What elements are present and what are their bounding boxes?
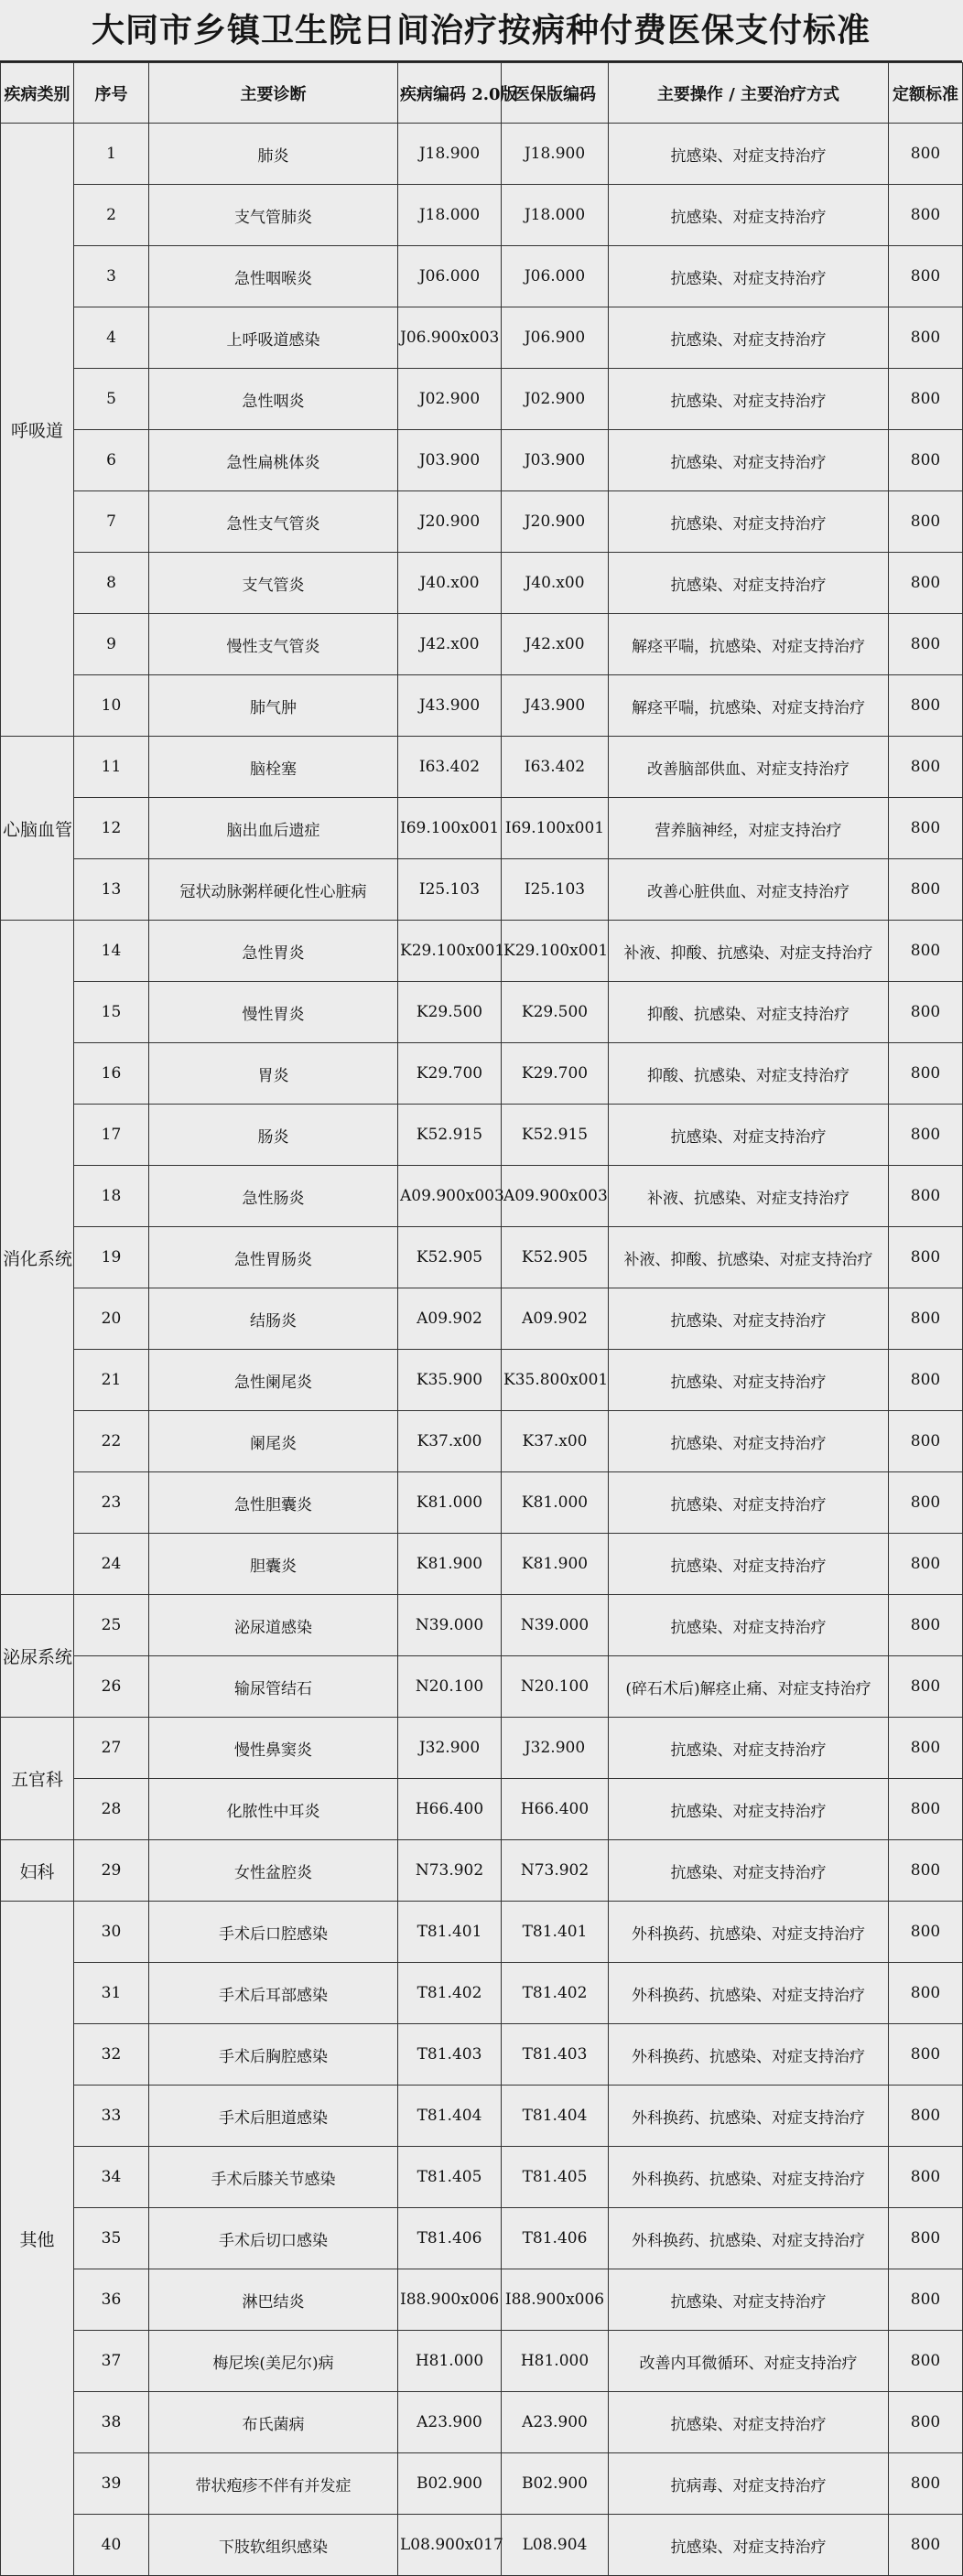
quota-cell: 800 [889,982,963,1043]
treatment-cell: 抑酸、抗感染、对症支持治疗 [609,1043,889,1105]
table-row [1,798,963,859]
diagnosis-cell: 急性支气管炎 [149,491,398,553]
code-insurance-cell: I69.100x001 [502,798,609,859]
treatment-cell: 抗感染、对症支持治疗 [609,1288,889,1350]
table-row [1,2269,963,2331]
table-row [1,859,963,921]
treatment-cell: 抗感染、对症支持治疗 [609,1350,889,1411]
seq-cell: 27 [74,1718,149,1779]
treatment-cell: 抗感染、对症支持治疗 [609,1840,889,1902]
code-v2-cell: J06.900x003 [398,307,502,369]
quota-cell: 800 [889,124,963,185]
code-v2-cell: K29.700 [398,1043,502,1105]
diagnosis-cell: 急性胃肠炎 [149,1227,398,1288]
diagnosis-cell: 淋巴结炎 [149,2269,398,2331]
header-seq: 序号 [74,63,149,124]
code-insurance-cell: J18.000 [502,185,609,246]
code-v2-cell: I69.100x001 [398,798,502,859]
quota-cell: 800 [889,1043,963,1105]
code-insurance-cell: K37.x00 [502,1411,609,1472]
code-insurance-cell: T81.401 [502,1902,609,1963]
treatment-cell: 改善内耳微循环、对症支持治疗 [609,2331,889,2392]
treatment-cell: 外科换药、抗感染、对症支持治疗 [609,2208,889,2269]
table-row [1,124,963,185]
code-insurance-cell: K52.905 [502,1227,609,1288]
quota-cell: 800 [889,307,963,369]
diagnosis-cell: 肺气肿 [149,675,398,737]
treatment-cell: 抗感染、对症支持治疗 [609,430,889,491]
code-v2-cell: H66.400 [398,1779,502,1840]
quota-cell: 800 [889,1718,963,1779]
table-row [1,430,963,491]
diagnosis-cell: 胃炎 [149,1043,398,1105]
category-cell: 呼吸道 [1,124,74,737]
quota-cell: 800 [889,1779,963,1840]
code-insurance-cell: I63.402 [502,737,609,798]
quota-cell: 800 [889,1411,963,1472]
table-row [1,921,963,982]
quota-cell: 800 [889,2331,963,2392]
code-v2-cell: J06.000 [398,246,502,307]
table-row [1,1166,963,1227]
seq-cell: 10 [74,675,149,737]
treatment-cell: 抗感染、对症支持治疗 [609,1595,889,1656]
diagnosis-cell: 脑出血后遗症 [149,798,398,859]
quota-cell: 800 [889,675,963,737]
diagnosis-cell: 慢性支气管炎 [149,614,398,675]
seq-cell: 25 [74,1595,149,1656]
code-insurance-cell: N73.902 [502,1840,609,1902]
code-v2-cell: H81.000 [398,2331,502,2392]
code-v2-cell: K37.x00 [398,1411,502,1472]
code-v2-cell: N73.902 [398,1840,502,1902]
code-v2-cell: J03.900 [398,430,502,491]
seq-cell: 13 [74,859,149,921]
code-v2-cell: I25.103 [398,859,502,921]
category-cell: 心脑血管 [1,737,74,921]
code-insurance-cell: I25.103 [502,859,609,921]
header-code-insurance: 医保版编码 [502,63,609,124]
code-insurance-cell: J32.900 [502,1718,609,1779]
code-v2-cell: J20.900 [398,491,502,553]
diagnosis-cell: 梅尼埃(美尼尔)病 [149,2331,398,2392]
code-v2-cell: K52.915 [398,1105,502,1166]
table-row [1,2208,963,2269]
table-row [1,307,963,369]
quota-cell: 800 [889,2208,963,2269]
treatment-cell: 解痉平喘，抗感染、对症支持治疗 [609,614,889,675]
code-insurance-cell: T81.404 [502,2086,609,2147]
treatment-cell: 抗感染、对症支持治疗 [609,1411,889,1472]
treatment-cell: 抗感染、对症支持治疗 [609,2269,889,2331]
treatment-cell: 外科换药、抗感染、对症支持治疗 [609,1902,889,1963]
table-row [1,2392,963,2453]
quota-cell: 800 [889,1227,963,1288]
treatment-cell: 抗感染、对症支持治疗 [609,2392,889,2453]
code-v2-cell: J32.900 [398,1718,502,1779]
treatment-cell: 改善脑部供血、对症支持治疗 [609,737,889,798]
table-row [1,1902,963,1963]
code-v2-cell: J42.x00 [398,614,502,675]
category-cell: 五官科 [1,1718,74,1840]
table-row [1,1534,963,1595]
quota-cell: 800 [889,614,963,675]
seq-cell: 23 [74,1472,149,1534]
diagnosis-cell: 下肢软组织感染 [149,2515,398,2576]
table-row [1,1288,963,1350]
table-row [1,1350,963,1411]
code-v2-cell: K29.100x001 [398,921,502,982]
diagnosis-cell: 肺炎 [149,124,398,185]
code-insurance-cell: J06.000 [502,246,609,307]
category-cell: 其他 [1,1902,74,2576]
seq-cell: 37 [74,2331,149,2392]
diagnosis-cell: 急性咽喉炎 [149,246,398,307]
table-row [1,1963,963,2024]
seq-cell: 18 [74,1166,149,1227]
treatment-cell: 营养脑神经，对症支持治疗 [609,798,889,859]
diagnosis-cell: 慢性鼻窦炎 [149,1718,398,1779]
seq-cell: 36 [74,2269,149,2331]
code-v2-cell: J40.x00 [398,553,502,614]
page-title: 大同市乡镇卫生院日间治疗按病种付费医保支付标准 [0,0,962,62]
code-v2-cell: T81.405 [398,2147,502,2208]
table-row [1,675,963,737]
treatment-cell: 外科换药、抗感染、对症支持治疗 [609,2086,889,2147]
quota-cell: 800 [889,798,963,859]
seq-cell: 19 [74,1227,149,1288]
header-category: 疾病类别 [1,63,74,124]
quota-cell: 800 [889,2392,963,2453]
diagnosis-cell: 手术后耳部感染 [149,1963,398,2024]
code-insurance-cell: K29.500 [502,982,609,1043]
treatment-cell: 改善心脏供血、对症支持治疗 [609,859,889,921]
diagnosis-cell: 手术后胸腔感染 [149,2024,398,2086]
table-row [1,1656,963,1718]
table-row [1,1105,963,1166]
diagnosis-cell: 胆囊炎 [149,1534,398,1595]
code-v2-cell: K35.900 [398,1350,502,1411]
code-insurance-cell: H81.000 [502,2331,609,2392]
diagnosis-cell: 支气管肺炎 [149,185,398,246]
table-row [1,2515,963,2576]
diagnosis-cell: 慢性胃炎 [149,982,398,1043]
quota-cell: 800 [889,2024,963,2086]
treatment-cell: 抑酸、抗感染、对症支持治疗 [609,982,889,1043]
treatment-cell: 外科换药、抗感染、对症支持治疗 [609,1963,889,2024]
code-insurance-cell: L08.904 [502,2515,609,2576]
table-row [1,491,963,553]
code-v2-cell: K81.900 [398,1534,502,1595]
code-v2-cell: N39.000 [398,1595,502,1656]
code-v2-cell: I88.900x006 [398,2269,502,2331]
seq-cell: 38 [74,2392,149,2453]
diagnosis-cell: 手术后切口感染 [149,2208,398,2269]
quota-cell: 800 [889,430,963,491]
treatment-cell: 外科换药、抗感染、对症支持治疗 [609,2147,889,2208]
quota-cell: 800 [889,1534,963,1595]
diagnosis-cell: 输尿管结石 [149,1656,398,1718]
seq-cell: 28 [74,1779,149,1840]
code-insurance-cell: T81.402 [502,1963,609,2024]
treatment-cell: 抗感染、对症支持治疗 [609,491,889,553]
code-v2-cell: J43.900 [398,675,502,737]
code-insurance-cell: N20.100 [502,1656,609,1718]
treatment-cell: 抗感染、对症支持治疗 [609,1779,889,1840]
code-insurance-cell: J18.900 [502,124,609,185]
treatment-cell: 抗病毒、对症支持治疗 [609,2453,889,2515]
quota-cell: 800 [889,2515,963,2576]
quota-cell: 800 [889,921,963,982]
seq-cell: 4 [74,307,149,369]
table-row [1,1043,963,1105]
diagnosis-cell: 支气管炎 [149,553,398,614]
header-treatment: 主要操作 / 主要治疗方式 [609,63,889,124]
seq-cell: 9 [74,614,149,675]
seq-cell: 34 [74,2147,149,2208]
quota-cell: 800 [889,1963,963,2024]
seq-cell: 26 [74,1656,149,1718]
seq-cell: 39 [74,2453,149,2515]
table-row [1,1718,963,1779]
code-insurance-cell: T81.403 [502,2024,609,2086]
seq-cell: 20 [74,1288,149,1350]
code-v2-cell: I63.402 [398,737,502,798]
diagnosis-cell: 急性胃炎 [149,921,398,982]
treatment-cell: 抗感染、对症支持治疗 [609,124,889,185]
code-insurance-cell: J42.x00 [502,614,609,675]
code-v2-cell: T81.404 [398,2086,502,2147]
table-row [1,982,963,1043]
code-insurance-cell: K35.800x001 [502,1350,609,1411]
code-insurance-cell: J43.900 [502,675,609,737]
diagnosis-cell: 手术后胆道感染 [149,2086,398,2147]
treatment-cell: 抗感染、对症支持治疗 [609,1105,889,1166]
table-row [1,737,963,798]
treatment-cell: 抗感染、对症支持治疗 [609,369,889,430]
quota-cell: 800 [889,1595,963,1656]
diagnosis-cell: 肠炎 [149,1105,398,1166]
treatment-cell: 抗感染、对症支持治疗 [609,1534,889,1595]
code-insurance-cell: J40.x00 [502,553,609,614]
diagnosis-cell: 急性肠炎 [149,1166,398,1227]
quota-cell: 800 [889,1472,963,1534]
seq-cell: 31 [74,1963,149,2024]
table-row [1,1779,963,1840]
code-v2-cell: N20.100 [398,1656,502,1718]
table-row [1,2453,963,2515]
code-insurance-cell: K81.900 [502,1534,609,1595]
header-diagnosis: 主要诊断 [149,63,398,124]
seq-cell: 11 [74,737,149,798]
table-row [1,614,963,675]
code-v2-cell: J18.000 [398,185,502,246]
code-insurance-cell: K81.000 [502,1472,609,1534]
diagnosis-cell: 阑尾炎 [149,1411,398,1472]
treatment-cell: 解痉平喘，抗感染、对症支持治疗 [609,675,889,737]
treatment-cell: 补液、抑酸、抗感染、对症支持治疗 [609,921,889,982]
payment-standard-table [0,62,963,2576]
quota-cell: 800 [889,1288,963,1350]
table-row [1,246,963,307]
code-v2-cell: T81.402 [398,1963,502,2024]
quota-cell: 800 [889,859,963,921]
quota-cell: 800 [889,1350,963,1411]
table-header-row [1,63,963,124]
diagnosis-cell: 急性胆囊炎 [149,1472,398,1534]
seq-cell: 30 [74,1902,149,1963]
category-cell: 消化系统 [1,921,74,1595]
code-v2-cell: K29.500 [398,982,502,1043]
category-cell: 妇科 [1,1840,74,1902]
table-row [1,2147,963,2208]
treatment-cell: 抗感染、对症支持治疗 [609,2515,889,2576]
category-cell: 泌尿系统 [1,1595,74,1718]
seq-cell: 1 [74,124,149,185]
quota-cell: 800 [889,246,963,307]
code-v2-cell: J02.900 [398,369,502,430]
quota-cell: 800 [889,553,963,614]
diagnosis-cell: 布氏菌病 [149,2392,398,2453]
code-v2-cell: A09.900x003 [398,1166,502,1227]
treatment-cell: 抗感染、对症支持治疗 [609,307,889,369]
code-insurance-cell: J02.900 [502,369,609,430]
seq-cell: 3 [74,246,149,307]
diagnosis-cell: 结肠炎 [149,1288,398,1350]
code-v2-cell: K81.000 [398,1472,502,1534]
seq-cell: 33 [74,2086,149,2147]
seq-cell: 32 [74,2024,149,2086]
seq-cell: 40 [74,2515,149,2576]
treatment-cell: 抗感染、对症支持治疗 [609,1718,889,1779]
diagnosis-cell: 冠状动脉粥样硬化性心脏病 [149,859,398,921]
quota-cell: 800 [889,1656,963,1718]
seq-cell: 24 [74,1534,149,1595]
table-row [1,2086,963,2147]
code-v2-cell: A09.902 [398,1288,502,1350]
quota-cell: 800 [889,2453,963,2515]
treatment-cell: 抗感染、对症支持治疗 [609,1472,889,1534]
code-v2-cell: B02.900 [398,2453,502,2515]
seq-cell: 21 [74,1350,149,1411]
treatment-cell: 补液、抗感染、对症支持治疗 [609,1166,889,1227]
diagnosis-cell: 急性咽炎 [149,369,398,430]
diagnosis-cell: 手术后膝关节感染 [149,2147,398,2208]
diagnosis-cell: 手术后口腔感染 [149,1902,398,1963]
diagnosis-cell: 女性盆腔炎 [149,1840,398,1902]
diagnosis-cell: 急性阑尾炎 [149,1350,398,1411]
seq-cell: 22 [74,1411,149,1472]
quota-cell: 800 [889,369,963,430]
table-row [1,1227,963,1288]
treatment-cell: 抗感染、对症支持治疗 [609,553,889,614]
treatment-cell: 外科换药、抗感染、对症支持治疗 [609,2024,889,2086]
quota-cell: 800 [889,1105,963,1166]
table-row [1,1595,963,1656]
table-row [1,2024,963,2086]
code-insurance-cell: T81.405 [502,2147,609,2208]
code-insurance-cell: K29.100x001 [502,921,609,982]
diagnosis-cell: 急性扁桃体炎 [149,430,398,491]
seq-cell: 7 [74,491,149,553]
code-v2-cell: K52.905 [398,1227,502,1288]
seq-cell: 29 [74,1840,149,1902]
table-row [1,553,963,614]
code-insurance-cell: K52.915 [502,1105,609,1166]
table-row [1,185,963,246]
table-row [1,1840,963,1902]
quota-cell: 800 [889,2086,963,2147]
code-insurance-cell: I88.900x006 [502,2269,609,2331]
table-row [1,1411,963,1472]
code-insurance-cell: A09.900x003 [502,1166,609,1227]
diagnosis-cell: 脑栓塞 [149,737,398,798]
treatment-cell: (碎石术后)解痉止痛、对症支持治疗 [609,1656,889,1718]
header-quota: 定额标准 [889,63,963,124]
quota-cell: 800 [889,2269,963,2331]
seq-cell: 14 [74,921,149,982]
code-insurance-cell: K29.700 [502,1043,609,1105]
code-v2-cell: L08.900x017 [398,2515,502,2576]
code-insurance-cell: T81.406 [502,2208,609,2269]
code-v2-cell: T81.403 [398,2024,502,2086]
treatment-cell: 抗感染、对症支持治疗 [609,246,889,307]
table-row [1,369,963,430]
code-insurance-cell: A09.902 [502,1288,609,1350]
code-insurance-cell: J20.900 [502,491,609,553]
seq-cell: 6 [74,430,149,491]
diagnosis-cell: 化脓性中耳炎 [149,1779,398,1840]
seq-cell: 8 [74,553,149,614]
seq-cell: 35 [74,2208,149,2269]
code-insurance-cell: J03.900 [502,430,609,491]
code-v2-cell: A23.900 [398,2392,502,2453]
diagnosis-cell: 泌尿道感染 [149,1595,398,1656]
seq-cell: 17 [74,1105,149,1166]
table-row [1,1472,963,1534]
diagnosis-cell: 上呼吸道感染 [149,307,398,369]
header-code-v2: 疾病编码 2.0版 [398,63,502,124]
diagnosis-cell: 带状疱疹不伴有并发症 [149,2453,398,2515]
code-insurance-cell: H66.400 [502,1779,609,1840]
quota-cell: 800 [889,1840,963,1902]
code-v2-cell: T81.406 [398,2208,502,2269]
seq-cell: 15 [74,982,149,1043]
treatment-cell: 补液、抑酸、抗感染、对症支持治疗 [609,1227,889,1288]
quota-cell: 800 [889,2147,963,2208]
quota-cell: 800 [889,185,963,246]
code-insurance-cell: A23.900 [502,2392,609,2453]
code-v2-cell: J18.900 [398,124,502,185]
code-insurance-cell: J06.900 [502,307,609,369]
seq-cell: 16 [74,1043,149,1105]
code-insurance-cell: B02.900 [502,2453,609,2515]
code-insurance-cell: N39.000 [502,1595,609,1656]
quota-cell: 800 [889,1166,963,1227]
quota-cell: 800 [889,737,963,798]
seq-cell: 2 [74,185,149,246]
quota-cell: 800 [889,1902,963,1963]
seq-cell: 12 [74,798,149,859]
code-v2-cell: T81.401 [398,1902,502,1963]
quota-cell: 800 [889,491,963,553]
seq-cell: 5 [74,369,149,430]
treatment-cell: 抗感染、对症支持治疗 [609,185,889,246]
table-row [1,2331,963,2392]
